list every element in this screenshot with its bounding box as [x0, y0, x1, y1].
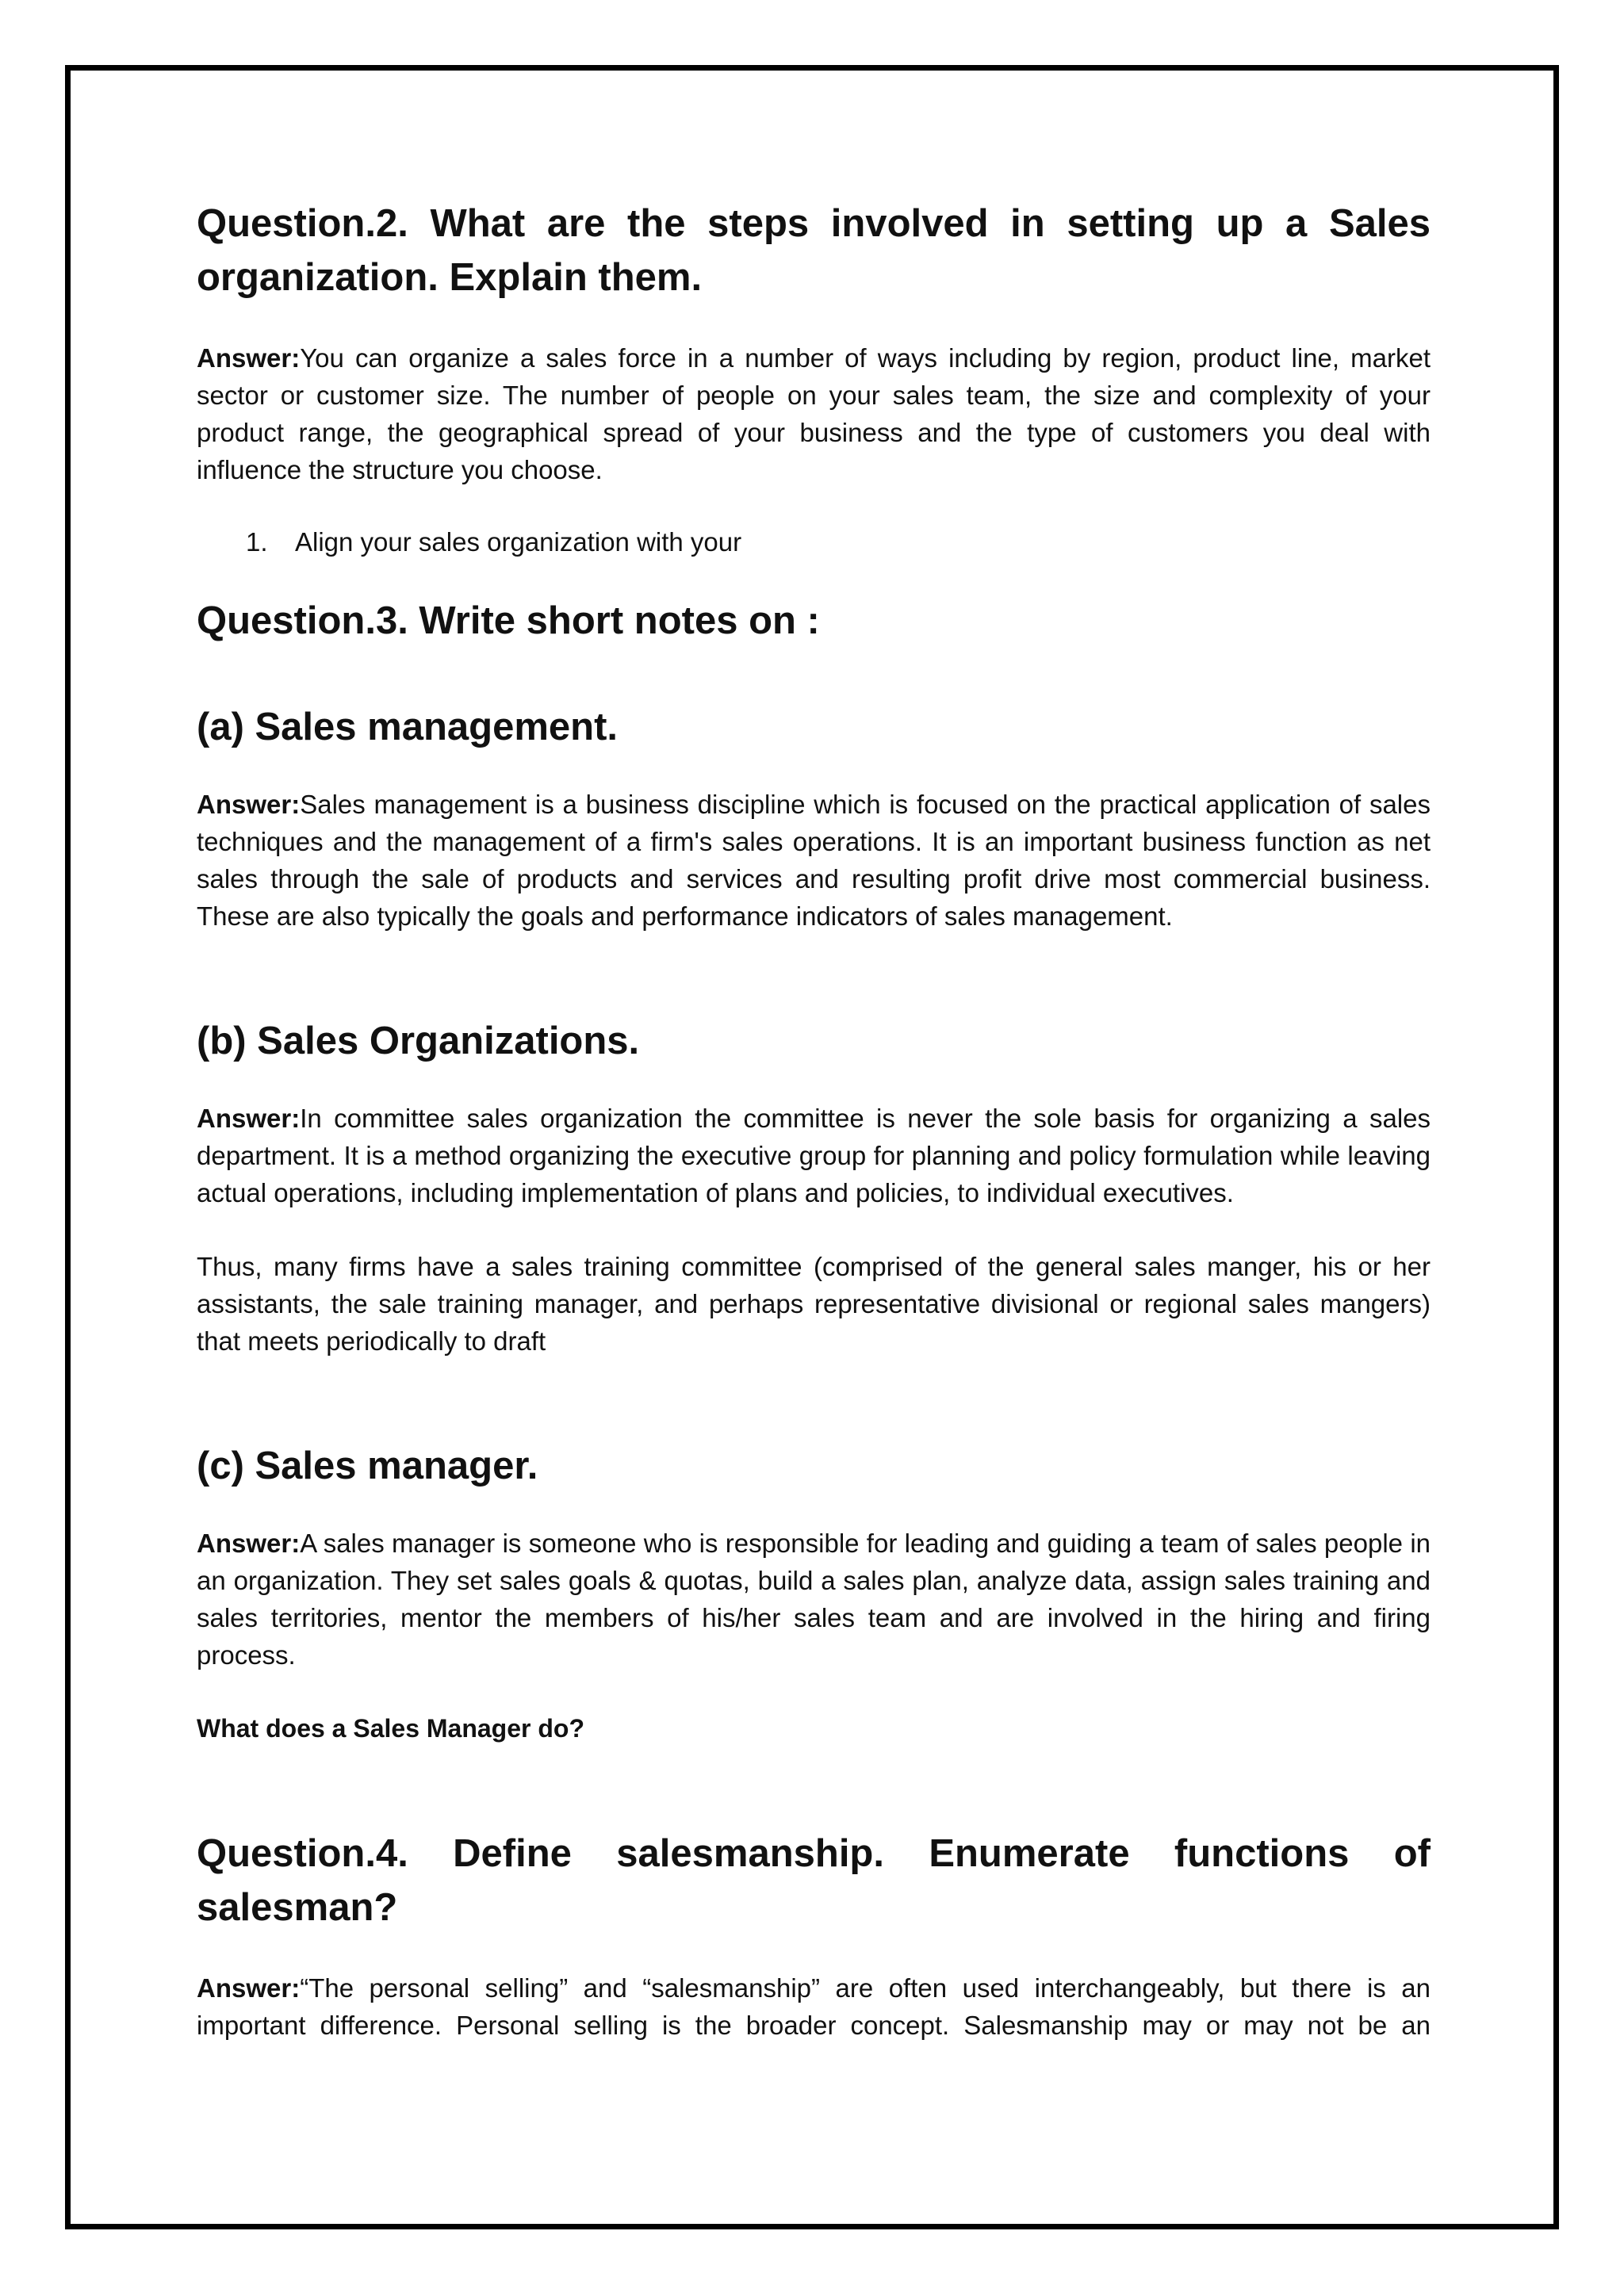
question-4 — [197, 1827, 1431, 2044]
question-2-heading-line2: organization. Explain them. — [197, 256, 703, 299]
list-number: 1. — [246, 527, 268, 557]
question-3-heading: Question.3. Write short notes on : — [197, 599, 820, 642]
section-c-answer — [197, 1525, 1431, 1674]
answer-label: Answer: — [197, 343, 301, 373]
answer-text: In committee sales organization the committee is never the sole basis for organizing a sales department. It is a method organizing the executive group for planning and policy formulation while leaving actual operations, including implementation of plans and policies, to individual executives. — [197, 1104, 1431, 1207]
section-b-paragraph-2: Thus, many firms have a sales training committee (comprised of the general sales manger, his or her assistants, the sale training manager, and perhaps representative divisional or regional sales mangers) that meets periodically to draft — [197, 1252, 1431, 1356]
question-4-heading-line1: Question.4. Define salesmanship. Enumerate functions of — [197, 1832, 1431, 1875]
answer-text: You can organize a sales force in a number of ways including by region, product line, market sector or customer size. The number of people on your sales team, the size and complexity of your product range, the geographical spread of your business and the type of customers you deal with influence the structure you choose. — [197, 343, 1431, 484]
question-4-answer — [197, 1969, 1431, 2044]
section-c-heading: (c) Sales manager. — [197, 1445, 538, 1487]
answer-text: Sales management is a business discipline which is focused on the practical application of sales techniques and the management of a firm's sales operations. It is an important business function as net sales through the sale of products and services and resulting profit drive most commercial business. These are also typically the goals and performance indicators of sales management. — [197, 790, 1431, 931]
document-content — [197, 197, 1431, 2044]
list-item — [197, 523, 1431, 561]
question-4-heading-line2: salesman? — [197, 1886, 398, 1929]
answer-label: Answer: — [197, 1973, 301, 2003]
list-text: Align your sales organization with your — [295, 527, 742, 557]
question-2-heading-line1: Question.2. What are the steps involved in setting up a Sales — [197, 202, 1431, 245]
answer-label: Answer: — [197, 790, 301, 819]
question-2 — [197, 197, 1431, 561]
section-b-heading: (b) Sales Organizations. — [197, 1020, 640, 1062]
question-2-answer — [197, 339, 1431, 488]
answer-label: Answer: — [197, 1104, 301, 1133]
section-b-answer — [197, 1100, 1431, 1211]
section-a-heading: (a) Sales management. — [197, 706, 619, 748]
question-3 — [197, 594, 1431, 1747]
answer-label: Answer: — [197, 1529, 301, 1558]
section-a-answer — [197, 786, 1431, 935]
section-c-subheading: What does a Sales Manager do? — [197, 1714, 584, 1743]
answer-text: “The personal selling” and “salesmanship” are often used interchangeably, but there is an important difference. Personal selling is the broader concept. Salesmanship may or may not be an — [197, 1973, 1431, 2040]
answer-text: A sales manager is someone who is responsible for leading and guiding a team of sales people in an organization. They set sales goals & quotas, build a sales plan, analyze data, assign sales training and sales territories, mentor the members of his/her sales team and are involved in the hiring and firing process. — [197, 1529, 1431, 1670]
